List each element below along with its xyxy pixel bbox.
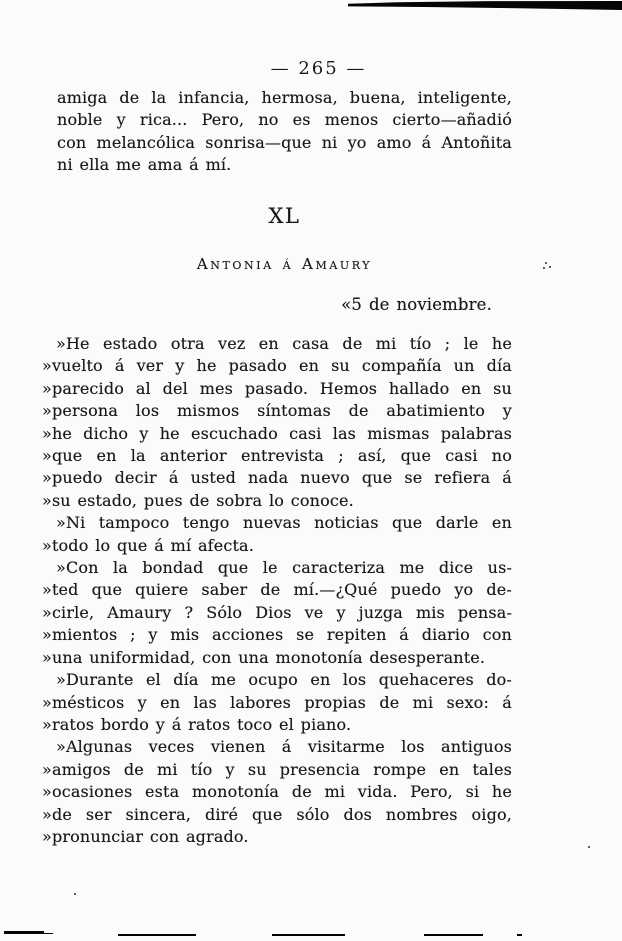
scan-artifact-bottom-edge — [4, 931, 44, 934]
scan-speck — [588, 846, 590, 848]
scan-artifact-bottom-edge — [424, 934, 483, 936]
scan-speck-cluster — [545, 262, 547, 264]
scan-artifact-bottom-edge — [118, 934, 196, 936]
scan-speck — [74, 893, 76, 895]
text-line: »vuelto á ver y he pasado en su compañía un día — [42, 356, 512, 376]
text-line: »de ser sincera, diré que sólo dos nombres oigo, — [42, 804, 512, 824]
text-line: »parecido al del mes pasado. Hemos hallado en su — [42, 378, 512, 398]
scan-artifact-top-edge — [348, 1, 622, 10]
text-line: »persona los mismos síntomas de abatimiento y — [42, 401, 512, 421]
text-line: »ocasiones esta monotonía de mi vida. Pero, si he — [42, 782, 512, 802]
text-line: »pronunciar con agrado. — [42, 826, 249, 846]
text-line: »mésticos y en las labores propias de mi sexo: á — [42, 692, 512, 712]
text-line: »ted que quiere saber de mí.—¿Qué puedo yo de- — [42, 580, 512, 600]
text-line: »he dicho y he escuchado casi las mismas palabras — [42, 423, 512, 443]
scan-artifact-bottom-edge — [517, 934, 522, 936]
text-line: »que en la anterior entrevista ; así, que casi no — [42, 446, 512, 466]
chapter-heading: XL — [268, 204, 301, 228]
text-line: ni ella me ama á mí. — [57, 155, 232, 175]
letter-body — [42, 333, 512, 848]
page-number: — 265 — — [270, 58, 367, 79]
letter-dateline: «5 de noviembre. — [341, 295, 492, 314]
text-line: amiga de la infancia, hermosa, buena, inteligente, — [57, 88, 512, 107]
text-line: »Algunas veces vienen á visitarme los antiguos — [56, 737, 512, 757]
text-line: »su estado, pues de sobra lo conoce. — [42, 490, 354, 510]
text-line: »cirle, Amaury ? Sólo Dios ve y juzga mis pensa- — [42, 602, 512, 622]
text-line: »una uniformidad, con una monotonía desesperante. — [42, 647, 486, 667]
text-line: noble y rica... Pero, no es menos cierto—añadió — [57, 110, 512, 130]
text-line: con melancólica sonrisa—que ni yo amo á Antoñita — [57, 132, 512, 152]
opening-paragraph — [42, 87, 512, 177]
text-line: »todo lo que á mí afecta. — [42, 535, 254, 555]
scan-artifact-bottom-edge — [272, 934, 345, 936]
text-line: »puedo decir á usted nada nuevo que se refiera á — [42, 468, 512, 488]
text-line: »Durante el día me ocupo en los quehaceres do- — [56, 670, 512, 690]
text-line: »He estado otra vez en casa de mi tío ; le he — [56, 334, 512, 353]
scan-artifact-bottom-edge — [43, 933, 53, 934]
text-line: »Ni tampoco tengo nuevas noticias que darle en — [56, 513, 512, 533]
text-line: »Con la bondad que le caracteriza me dice us- — [56, 558, 512, 578]
text-line: »mientos ; y mis acciones se repiten á diario con — [42, 625, 512, 645]
letter-salutation-heading: Antonia á Amaury — [196, 255, 373, 273]
text-line: »amigos de mi tío y su presencia rompe en tales — [42, 759, 512, 779]
text-line: »ratos bordo y á ratos toco el piano. — [42, 714, 352, 734]
